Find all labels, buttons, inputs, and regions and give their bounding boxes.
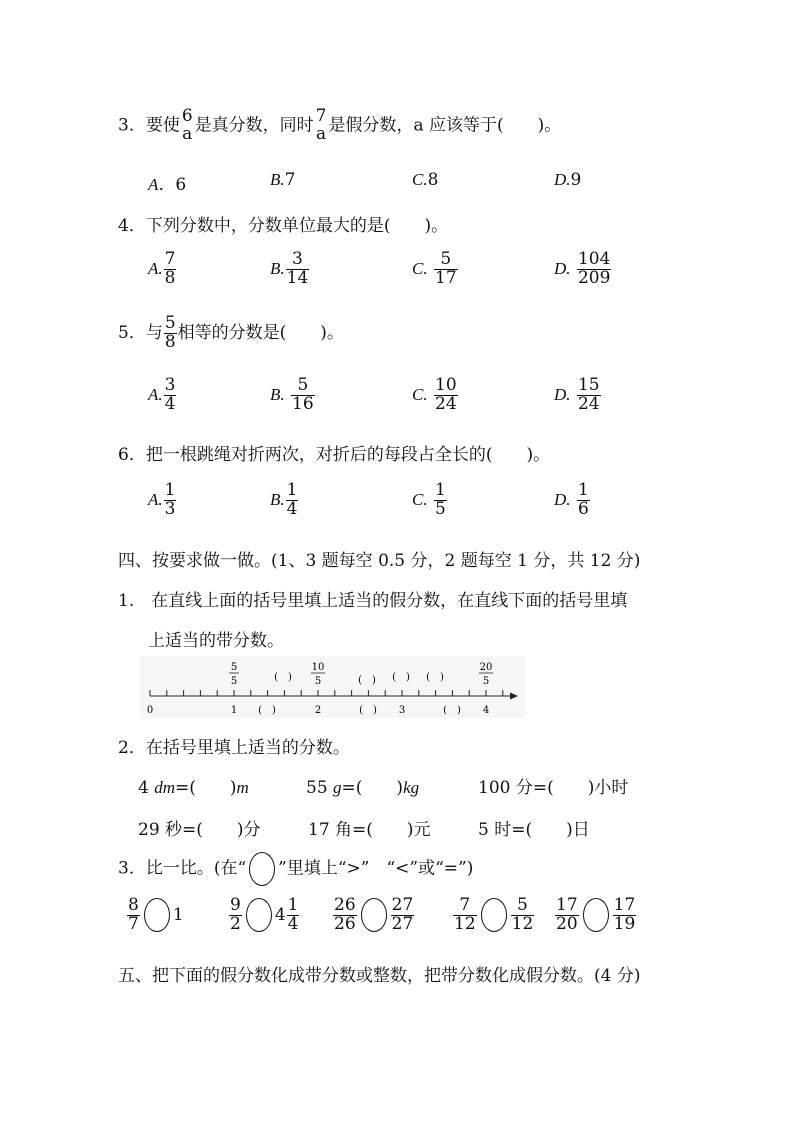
q5-option-a: A. $\frac{3}{4}$ xyxy=(148,375,176,414)
compare-4: $\frac{7}{12}$ $\frac{5}{12}$ xyxy=(454,895,534,934)
q4-option-c: C. $\frac{5}{17}$ xyxy=(412,249,457,288)
compare-circle-5[interactable] xyxy=(583,898,609,932)
compare-circle-4[interactable] xyxy=(481,898,507,932)
q5-fraction: $\frac{5}{8}$ xyxy=(164,313,176,352)
top-blank-1[interactable]: ( ) xyxy=(274,672,292,683)
axis-label-2: 2 xyxy=(314,705,322,716)
top-blank-3[interactable]: ( ) xyxy=(392,672,410,683)
q6-option-c: C. $\frac{1}{5}$ xyxy=(412,480,446,519)
q3-fraction-7-a: 7 a xyxy=(315,106,327,144)
q4-stem: 4．下列分数中，分数单位最大的是( )。 xyxy=(118,216,449,236)
top-blank-2[interactable]: ( ) xyxy=(358,675,376,686)
q6-option-d: D. $\frac{1}{6}$ xyxy=(554,480,589,519)
compare-1: $\frac{8}{7}$ 1 xyxy=(128,895,184,934)
unit-conversion-hour-day: 5 时=( )日 xyxy=(478,820,590,840)
compare-5: $\frac{17}{20}$ $\frac{17}{19}$ xyxy=(556,895,636,934)
s4-p2-title: 2．在括号里填上适当的分数。 xyxy=(118,738,350,758)
q3-text-2: 是真分数，同时 xyxy=(194,115,314,136)
unit-conversion-jiao-yuan: 17 角=( )元 xyxy=(308,820,431,840)
compare-2: $\frac{9}{2}$ 4 $\frac{1}{4}$ xyxy=(230,895,299,934)
q3-option-c: C.8 xyxy=(412,170,439,190)
svg-text:5: 5 xyxy=(314,676,322,687)
bottom-blank-1[interactable]: ( ) xyxy=(258,705,276,716)
q4-option-d: D. $\frac{104}{209}$ xyxy=(554,249,611,288)
q4-option-a: A. $\frac{7}{8}$ xyxy=(148,249,176,288)
section5-heading: 五、把下面的假分数化成带分数或整数，把带分数化成假分数。(4 分) xyxy=(118,966,641,986)
svg-text:5: 5 xyxy=(482,676,490,687)
q3-option-b: B.7 xyxy=(270,170,296,190)
q6-stem: 6．把一根跳绳对折两次，对折后的每段占全长的( )。 xyxy=(118,445,551,465)
section4-heading: 四、按要求做一做。(1、3 题每空 0.5 分，2 题每空 1 分，共 12 分) xyxy=(118,551,641,571)
unit-conversion-g-kg: 55 g=( )kg xyxy=(306,778,420,798)
compare-3: $\frac{26}{26}$ $\frac{27}{27}$ xyxy=(334,895,414,934)
svg-text:10: 10 xyxy=(311,662,325,673)
q3-option-d: D.9 xyxy=(554,170,582,190)
q3-number: 3． xyxy=(118,115,146,136)
compare-circle-3[interactable] xyxy=(361,898,387,932)
q3-stem xyxy=(118,108,561,144)
circle-symbol-icon xyxy=(249,852,275,886)
bottom-blank-2[interactable]: ( ) xyxy=(359,705,377,716)
q5-stem: 5．与 $\frac{5}{8}$ 相等的分数是( )。 xyxy=(118,313,344,352)
q5-option-d: D. $\frac{15}{24}$ xyxy=(554,375,600,414)
q6-option-b: B. $\frac{1}{4}$ xyxy=(270,480,298,519)
q5-option-c: C. $\frac{10}{24}$ xyxy=(412,375,457,414)
svg-text:5: 5 xyxy=(230,662,238,673)
q3-text-3: 是假分数，a 应该等于( )。 xyxy=(328,115,562,136)
top-blank-4[interactable]: ( ) xyxy=(426,672,444,683)
q3-text-1: 要使 xyxy=(145,115,180,136)
axis-label-4: 4 xyxy=(482,705,490,716)
q6-option-a: A. $\frac{1}{3}$ xyxy=(148,480,176,519)
q4-option-b: B. $\frac{3}{14}$ xyxy=(270,249,309,288)
q5-option-b: B. $\frac{5}{16}$ xyxy=(270,375,314,414)
q3-option-a: A．6 xyxy=(148,175,187,195)
compare-circle-1[interactable] xyxy=(144,898,170,932)
compare-circle-2[interactable] xyxy=(246,898,272,932)
unit-conversion-sec-min: 29 秒=( )分 xyxy=(138,820,261,840)
s4-p1-line1: 1. 在直线上面的括号里填上适当的假分数，在直线下面的括号里填 xyxy=(118,591,628,611)
axis-label-1: 1 xyxy=(230,705,238,716)
q3-fraction-6-a: 6 a xyxy=(181,106,193,144)
svg-text:20: 20 xyxy=(479,662,493,673)
bottom-blank-3[interactable]: ( ) xyxy=(443,705,461,716)
s4-p3-title: 3．比一比。(在“ ”里填上“>” “<”或“=”) xyxy=(118,852,473,886)
unit-conversion-min-hour: 100 分=( )小时 xyxy=(478,778,629,798)
svg-text:5: 5 xyxy=(230,676,238,687)
axis-label-3: 3 xyxy=(398,705,406,716)
axis-label-0: 0 xyxy=(146,705,154,716)
s4-p1-line2: 上适当的带分数。 xyxy=(148,631,284,651)
unit-conversion-dm-m: 4 dm=( )m xyxy=(138,778,249,798)
number-line xyxy=(140,656,525,718)
